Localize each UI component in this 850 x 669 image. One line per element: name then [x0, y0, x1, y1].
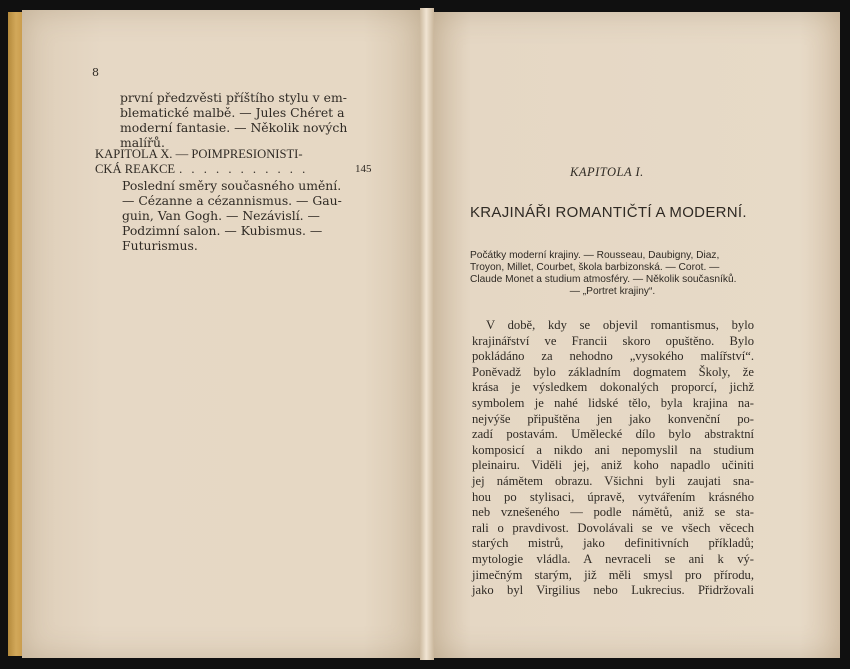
toc-chapter-description	[122, 178, 352, 253]
body-line: hou po stylisaci, úpravě, vytvářením krásného	[472, 489, 754, 504]
toc-heading-line: KAPITOLA X. — POIMPRESIONISTI-	[95, 147, 303, 161]
body-line: nejvýše připuštěna jen jako konvenční po-	[472, 411, 754, 426]
chapter-title: KRAJINÁŘI ROMANTIČTÍ A MODERNÍ.	[470, 204, 747, 221]
body-line: symbolem je nahé lidské tělo, byla krajina na-	[472, 395, 754, 410]
summary-line: Claude Monet a studium atmosféry. — Několik současníků.	[470, 274, 737, 285]
summary-line: — „Portret krajiny“.	[569, 286, 656, 297]
toc-heading-row	[95, 162, 380, 177]
toc-chapter-heading	[95, 147, 380, 177]
body-line: pokládáno za nehodno „vysokého malířství“.	[472, 349, 754, 364]
chapter-summary	[470, 250, 755, 298]
summary-line: Počátky moderní krajiny. — Rousseau, Daubigny, Diaz,	[470, 250, 720, 261]
toc-line: guin, Van Gogh. — Nezávislí. —	[122, 208, 320, 223]
chapter-label: KAPITOLA I.	[570, 165, 644, 179]
toc-line: malířů.	[120, 135, 165, 150]
body-line: starých mistrů, jako definitivních příkladů;	[472, 536, 754, 551]
toc-line: Podzimní salon. — Kubismus. —	[122, 223, 323, 238]
toc-line: Futurismus.	[122, 238, 198, 253]
toc-line: první předzvěsti příštího stylu v em-	[120, 90, 347, 105]
book-gutter	[420, 8, 434, 660]
body-line: jako byl Virgilius nebo Lukrecius. Přidržovali	[472, 583, 754, 598]
toc-leader-dots: . . . . . . . . . . .	[179, 162, 309, 176]
summary-line: Troyon, Millet, Courbet, škola barbizonská. — Corot. —	[470, 262, 720, 273]
toc-line: blematické malbě. — Jules Chéret a	[120, 105, 345, 120]
body-line: V době, kdy se objevil romantismus, bylo	[486, 318, 754, 332]
toc-page-number: 145	[355, 163, 372, 175]
body-line: jimečným starým, již měli smysl pro přírodu,	[472, 567, 754, 582]
body-line: krajinářství ve Francii skoro opuštěno. Bylo	[472, 333, 754, 348]
toc-line: Poslední směry současného umění.	[122, 178, 342, 193]
body-line: zadí postavám. Umělecké dílo bylo abstraktní	[472, 427, 754, 442]
body-text	[472, 318, 754, 599]
toc-heading-line: CKÁ REAKCE	[95, 162, 176, 176]
body-line: neb vznešeného — podle námětů, aniž se sta-	[472, 505, 754, 520]
body-line: rali o pravdivost. Dovolávali se ve všech věcech	[472, 520, 754, 535]
toc-line: moderní fantasie. — Několik nových	[120, 120, 348, 135]
page-number: 8	[92, 66, 99, 79]
toc-continuation	[120, 90, 350, 150]
body-line: mytologie vládla. A nevraceli se ani k vý-	[472, 551, 754, 566]
body-line: krása je výsledkem dokonalých proporcí, jichž	[472, 380, 754, 395]
body-line: Poněvadž bylo základním dogmatem Školy, že	[472, 364, 754, 379]
body-line: jej námětem obrazu. Všichni byli zaujati sna-	[472, 473, 754, 488]
body-line: komposicí a nikdo ani nepomyslil na studium	[472, 442, 754, 457]
toc-line: — Cézanne a cézannismus. — Gau-	[122, 193, 342, 208]
body-line: pleinairu. Viděli jej, aniž koho napadlo učiniti	[472, 458, 754, 473]
